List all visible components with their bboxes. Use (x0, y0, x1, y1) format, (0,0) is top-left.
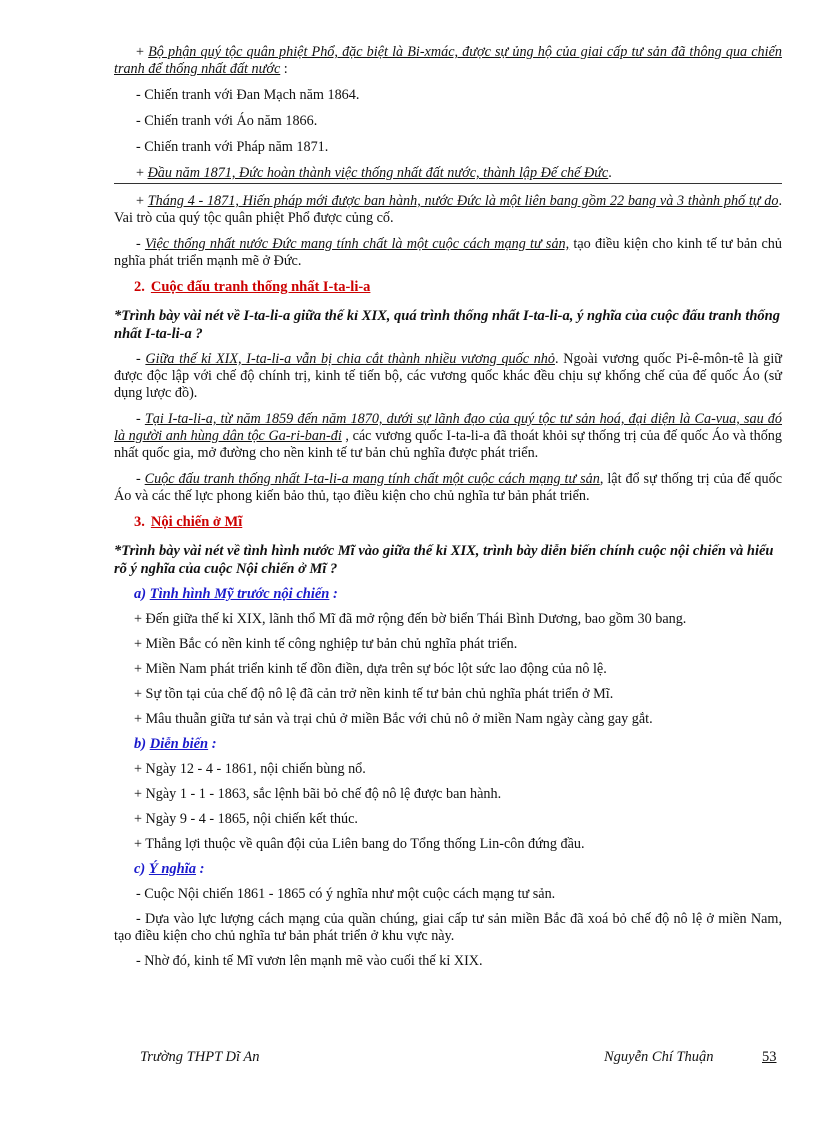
italy-question: *Trình bày vài nét về I-ta-li-a giữa thế kỉ XIX, quá trình thống nhất I-ta-li-a, ý nghĩa của cuộc đấu tranh thống nhất I-ta-li-a ? (114, 308, 780, 342)
bullet: + (136, 165, 148, 181)
underlined-phrase: Đầu năm 1871, Đức hoàn thành việc thống nhất đất nước, thành lập Đế chế Đức (147, 165, 609, 181)
underlined-phrase: Giữa thế kỉ XIX, I-ta-li-a vẫn bị chia cắt thành nhiều vương quốc nhỏ (145, 351, 555, 367)
meaning-item: - Cuộc Nội chiến 1861 - 1865 có ý nghĩa như một cuộc cách mạng tư sản. (136, 886, 556, 902)
subheading-colon: : (196, 861, 205, 877)
italy-paragraph-unification (114, 411, 782, 462)
subheading-events (134, 736, 782, 753)
bullet: - (136, 236, 145, 252)
subheading-colon: : (329, 586, 338, 602)
subheading-label: b) (134, 736, 147, 752)
footer-school: Trường THPT Dĩ An (140, 1049, 260, 1065)
situation-item: + Sự tồn tại của chế độ nô lệ đã cản trở nền kinh tế tư bản chủ nghĩa phát triển ở Mĩ. (134, 686, 614, 702)
section-title: Nội chiến ở Mĩ (150, 514, 243, 530)
underlined-phrase: Việc thống nhất nước Đức mang tính chất là một cuộc cách mạng tư sản, (144, 236, 570, 252)
page-number: 53 (762, 1049, 777, 1065)
paragraph-tail: : (280, 61, 288, 77)
subheading-title: Tình hình Mỹ trước nội chiến (149, 586, 330, 602)
event-item: + Thắng lợi thuộc về quân đội của Liên bang do Tổng thống Lin-côn đứng đầu. (134, 836, 585, 852)
event-item: + Ngày 12 - 4 - 1861, nội chiến bùng nổ. (134, 761, 366, 777)
paragraph-tail: . (608, 165, 612, 181)
section-heading-italy (134, 279, 782, 296)
section-title: Cuộc đấu tranh thống nhất I-ta-li-a (150, 279, 371, 295)
section-number: 3. (134, 514, 145, 530)
section-heading-usa (134, 514, 782, 531)
event-item: + Ngày 9 - 4 - 1865, nội chiến kết thúc. (134, 811, 358, 827)
meaning-item: - Nhờ đó, kinh tế Mĩ vươn lên mạnh mẽ vào cuối thế kỉ XIX. (136, 953, 483, 969)
underlined-phrase: Tháng 4 - 1871, Hiến pháp mới được ban hành, nước Đức là một liên bang gồm 22 bang và 3 thành phố tự do (147, 193, 779, 209)
subheading-label: c) (134, 861, 146, 877)
page-footer (140, 1049, 780, 1069)
event-item: + Ngày 1 - 1 - 1863, sắc lệnh bãi bỏ chế độ nô lệ được ban hành. (134, 786, 502, 802)
subheading-situation (134, 586, 782, 603)
bullet: - (136, 471, 145, 487)
underlined-phrase: Bộ phận quý tộc quân phiệt Phổ, đặc biệt là Bi-xmác, được sự ủng hộ của giai cấp tư sản đã thông qua chiến tranh để thống nhất đất nước (114, 44, 782, 77)
situation-item: + Miền Bắc có nền kinh tế công nghiệp tư bản chủ nghĩa phát triển. (134, 636, 518, 652)
germany-paragraph-empire (114, 165, 782, 184)
paragraph-tail: tạo điều kiện cho kinh tế tư bản chủ nghĩa phát triển mạnh mẽ ở Đức. (114, 236, 782, 269)
paragraph-tail: , lật đổ sự thống trị của đế quốc Áo và các thế lực phong kiến bảo thủ, tạo điều kiện cho chủ nghĩa tư bản phát triển. (114, 471, 782, 504)
subheading-colon: : (208, 736, 217, 752)
germany-paragraph-constitution (114, 193, 782, 227)
subheading-title: Ý nghĩa (148, 861, 197, 877)
section-number: 2. (134, 279, 145, 295)
subheading-title: Diễn biến (149, 736, 209, 752)
italy-paragraph-nature (114, 471, 782, 505)
footer-author: Nguyễn Chí Thuận (604, 1049, 714, 1065)
situation-item: + Mâu thuẫn giữa tư sản và trại chủ ở miền Bắc với chủ nô ở miền Nam ngày càng gay gắt. (134, 711, 653, 727)
war-item-3: - Chiến tranh với Pháp năm 1871. (136, 139, 329, 155)
usa-question: *Trình bày vài nét về tình hình nước Mĩ vào giữa thế kỉ XIX, trình bày diễn biến chính cuộc nội chiến và hiểu rõ ý nghĩa của cuộc Nội chiến ở Mĩ ? (114, 543, 774, 577)
paragraph-tail: . Vai trò của quý tộc quân phiệt Phổ được củng cố. (114, 193, 782, 226)
bullet: - (136, 411, 145, 427)
war-item-1: - Chiến tranh với Đan Mạch năm 1864. (136, 87, 360, 103)
bullet: - (136, 351, 146, 367)
document-page (114, 44, 782, 978)
war-item-2: - Chiến tranh với Áo năm 1866. (136, 113, 318, 129)
underlined-phrase: Tại I-ta-li-a, từ năm 1859 đến năm 1870, dưới sự lãnh đạo của quý tộc tư sản hoá, đại diện là Ca-vua, sau đó là người anh hùng dân tộc Ga-ri-ban-đi (114, 411, 782, 444)
paragraph-tail: , các vương quốc I-ta-li-a đã thoát khỏi sự thống trị của đế quốc Áo và thống nhất quốc gia, mở đường cho nền kinh tế tư bản chủ nghĩa được phát triển. (114, 428, 782, 461)
bullet: + (136, 44, 149, 60)
meaning-item: - Dựa vào lực lượng cách mạng của quần chúng, giai cấp tư sản miền Bắc đã xoá bỏ chế độ nô lệ ở miền Nam, tạo điều kiện cho chủ nghĩa tư bản phát triển ở khu vực này. (114, 911, 782, 944)
underlined-phrase: Cuộc đấu tranh thống nhất I-ta-li-a mang tính chất một cuộc cách mạng tư sản (144, 471, 600, 487)
italy-paragraph-divided (114, 351, 782, 402)
germany-paragraph-nature (114, 236, 782, 270)
situation-item: + Đến giữa thế kỉ XIX, lãnh thổ Mĩ đã mở rộng đến bờ biển Thái Bình Dương, bao gồm 30 bang. (134, 611, 687, 627)
subheading-label: a) (134, 586, 147, 602)
situation-item: + Miền Nam phát triển kinh tế đồn điền, dựa trên sự bóc lột sức lao động của nô lệ. (134, 661, 607, 677)
subheading-meaning (134, 861, 782, 878)
bullet: + (136, 193, 148, 209)
paragraph-tail: . Ngoài vương quốc Pi-ê-môn-tê là giữ được độc lập với chế độ chính trị, kinh tế tiến bộ, các vương quốc khác đều chịu sự khống chế của đế quốc Áo (sử dụng lược đồ). (114, 351, 782, 401)
germany-paragraph-bismarck (114, 44, 782, 78)
